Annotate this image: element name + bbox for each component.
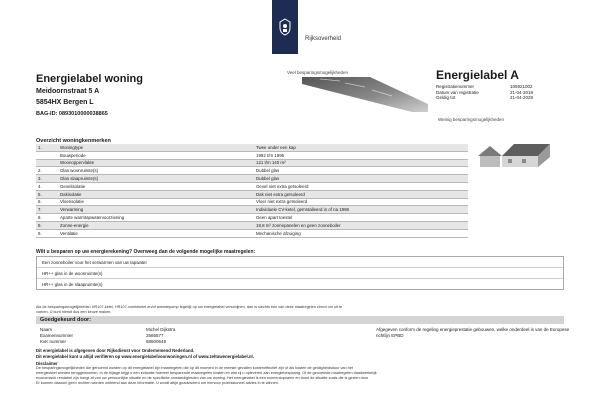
arrow-bottom-label: Weinig besparingsmogelijkheden [438,117,504,122]
table-row: 7. Verwarming Individuele CV-ketel, geïnstalleerd in of na 1998 [36,206,468,214]
improvements-list [36,256,564,290]
address-city: 5854HX Bergen L [36,99,94,106]
disclaimer-text: economisch rendabel zijn hangt af van uw persoonlijke situatie en de specifieke omstandigheden van uw woning. Het energielabel is een momentopname en toont de situatie zoals die is gezien door [36,376,369,380]
gov-name: Rijksoverheid [305,36,342,42]
disclaimer-title: Disclaimer [36,361,58,366]
table-row: 6. Vloerisolatie Vloer niet extra geïsoleerd [36,199,468,207]
kvk-number-label: KvK nummer [40,339,67,344]
overview-table [36,144,468,238]
crest-icon [278,18,292,36]
list-item: HR++ glas in de slaapruimte(s) [42,282,103,287]
footer-verify: Dit energielabel kunt u altijd verifiëren op www.energielabelvoorwoningen.nl of www.zeltuwenergielabel.nl. [36,354,254,359]
disclaimer-text: De besparingsmogelijkheden die genoemd worden op dit energielabel zijn maatregelen die op dit moment in de meeste gevallen kosteneffectief zijn of als kosten de geldigheidsduur van het [36,366,353,370]
table-row: Bouwperiode 1992 t/m 1995 [36,152,468,160]
disclaimer-text: Er kunnen daarom geen rechten worden ontleend aan deze informatie. U wordt altijd geadviseerd om hiervoor professioneel advies in te winnen. [36,381,279,385]
bag-id: BAG-ID: 0893010000038865 [36,111,108,117]
table-row: 9. Ventilatie Mechanische afzuiging [36,230,468,238]
registration-row: Datum van registratie 21-04-2018 [436,89,534,95]
registration-row: Geldig tot 21-04-2028 [436,95,534,100]
table-row: 8. Aparte warmtapwatervoorziening Geen apart toestel [36,214,468,222]
registration-row: Registratienummer 105921002 [436,84,533,89]
table-row: 1. Woningtype Twee onder een kap [36,144,468,152]
table-row: 5. Dakisolatie Dak niet extra geïsoleerd [36,191,468,199]
table-row: 9. Zonne-energie 19,8 m² zonnepanelen en geen zonneboiler [36,222,468,230]
approver-name: Michel Dijkstra [146,327,176,332]
disclaimer-text: energielabel worden teruggewonnen. In de bijlage krijgt u een indicatie hoeveel besparende maatregelen kosten en wat zij u opleveren aan energiebesparing. Of de genoemde maatregelen daadwerkelijk [36,371,377,375]
table-row: 4. Gevelisolatie Gevel niet extra geïsoleerd [36,183,468,191]
registration-info [436,84,566,101]
arrow-top-label: Veel besparingsmogelijkheden [287,70,349,75]
savings-arrow-graphic [300,74,430,114]
footer-issued: Dit energielabel is afgegeven door Rijksdienst voor Ondernemend Nederland. [36,348,195,353]
table-row: Woonoppervlakte 121 t/m 140 m² [36,160,468,168]
kvk-number: 68600649 [146,339,167,344]
list-item: HR++ glas in de woonruimte(s) [37,268,563,279]
improvements-note: Als de besparingsmogelijkheden HR107-ketel, HR107-combiketel en/of warmtepomp tegelijk op uw energielabel verschijnen, dan is slechts één van deze maatregelen zinvol om uit te [36,305,343,309]
address-street: Meidoornstraat 5 A [36,88,100,95]
approval-statement: Afgegeven conform de regeling energieprestatie gebouwen, welke onderdeel is van de Europese richtlijn EPBD [376,327,570,338]
list-item: Een zonneboiler voor het verwarmen van uw tapwater [37,257,563,268]
table-row: 3. Glas slaapruimte(s) Dubbel glas [36,175,468,183]
exam-number: 2586577 [146,333,164,338]
improvements-title: Wilt u besparen op uw energierekening? Overweeg dan de volgende mogelijke maatregelen: [36,249,256,255]
overview-title: Overzicht woningkenmerken [36,138,111,144]
approver-name-label: Naam [40,327,53,332]
house-icon [474,140,554,168]
page-title: Energielabel woning [36,73,143,85]
approved-title: Goedgekeurd door: [36,316,564,324]
energy-label-class: Energielabel A [436,68,519,82]
table-row: 2. Glas woonruimte(s) Dubbel glas [36,167,468,175]
exam-number-label: Examennummer [40,333,74,338]
improvements-note: voeren. U kunt hieruit dus een keuze maken. [36,310,112,314]
